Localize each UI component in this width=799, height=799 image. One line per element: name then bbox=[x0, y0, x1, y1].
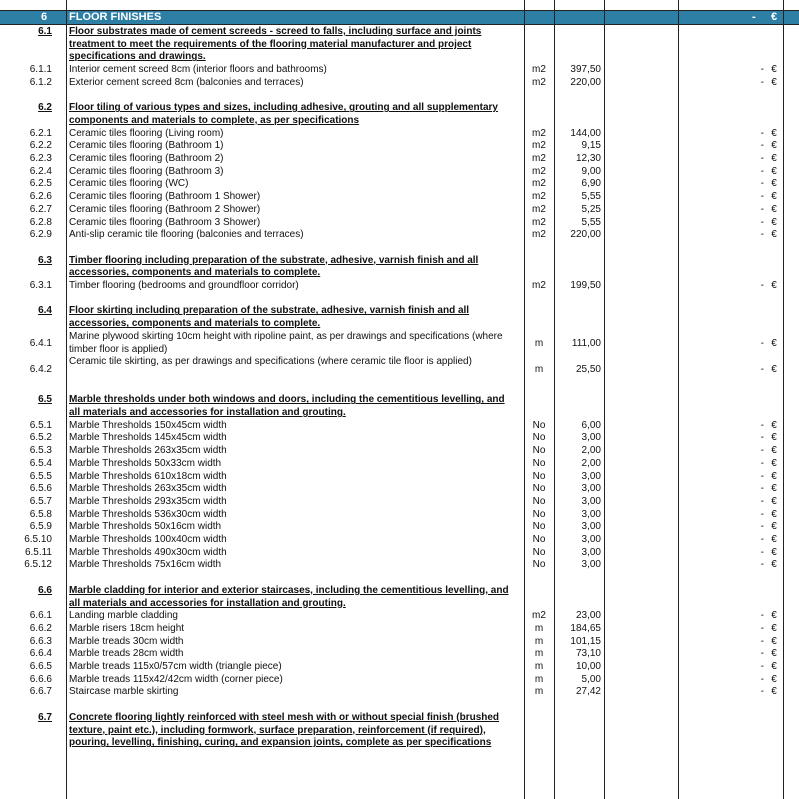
section-title-text: Floor substrates made of cement screeds - screed to falls, including surface and joints treatment to meet the requirements of the flooring material manufacturer and project specifications and drawings. bbox=[69, 26, 482, 63]
item-currency: € bbox=[771, 363, 777, 375]
item-unit: No bbox=[532, 483, 546, 495]
section-title-text: Marble thresholds under both windows and doors, including the cementitious levelling, and all materials and accessories for installation and grouting. bbox=[69, 394, 505, 418]
item-unit: m bbox=[534, 661, 544, 672]
item-description: Marble treads 115x0/57cm width (triangle piece) bbox=[69, 661, 282, 672]
table-row bbox=[0, 77, 799, 90]
section-code: 6.1 bbox=[38, 26, 52, 37]
item-currency: € bbox=[771, 216, 777, 228]
item-code: 6.2.9 bbox=[29, 229, 52, 241]
item-unit: m2 bbox=[532, 610, 546, 622]
item-code: 6.6.7 bbox=[29, 686, 52, 698]
item-description: Marble Thresholds 75x16cm width bbox=[69, 559, 222, 571]
item-total: - bbox=[760, 521, 764, 533]
section-title-text: Concrete flooring lightly reinforced with steel mesh with or without special finish (brushed texture, paint etc.), including formwork, surface preparation, reinforcement (if required), pouring, levelling, finishing, curing, and expansion joints, complete as per specifications bbox=[69, 711, 500, 749]
item-currency: € bbox=[771, 229, 777, 241]
item-quantity: 5,55 bbox=[581, 191, 601, 203]
table-row bbox=[0, 521, 799, 534]
table-row bbox=[0, 686, 799, 699]
item-quantity: 3,00 bbox=[581, 546, 601, 558]
item-description: Marble Thresholds 150x45cm width bbox=[69, 419, 227, 431]
item-code: 6.2.4 bbox=[29, 165, 52, 177]
item-quantity: 5,00 bbox=[581, 673, 601, 685]
item-code: 6.5.5 bbox=[29, 470, 52, 482]
item-unit: m2 bbox=[532, 191, 546, 203]
item-currency: € bbox=[771, 648, 777, 660]
item-total: - bbox=[760, 419, 764, 431]
section-title-text: Floor skirting including preparation of the substrate, adhesive, varnish finish and all accessories, components and materials to complete. bbox=[69, 305, 470, 330]
item-total: - bbox=[760, 127, 764, 139]
section-heading-row bbox=[0, 394, 799, 419]
section-currency: € bbox=[770, 11, 778, 23]
item-code: 6.4.1 bbox=[29, 338, 52, 350]
item-quantity: 10,00 bbox=[575, 661, 601, 672]
item-code: 6.6.6 bbox=[29, 673, 52, 685]
item-total: - bbox=[760, 686, 764, 698]
item-currency: € bbox=[771, 470, 777, 482]
section-heading-row bbox=[0, 305, 799, 330]
item-code: 6.2.7 bbox=[29, 203, 52, 215]
item-quantity: 2,00 bbox=[581, 445, 601, 457]
section-code: 6.3 bbox=[38, 254, 52, 266]
item-quantity: 199,50 bbox=[570, 280, 601, 291]
item-total: - bbox=[760, 178, 764, 190]
item-description: Ceramic tiles flooring (WC) bbox=[69, 178, 189, 190]
item-quantity: 3,00 bbox=[581, 495, 601, 507]
item-description: Ceramic tiles flooring (Bathroom 3) bbox=[69, 165, 224, 177]
item-quantity: 25,50 bbox=[575, 363, 601, 375]
item-unit: m bbox=[534, 673, 544, 685]
section-heading-row bbox=[0, 585, 799, 610]
item-currency: € bbox=[771, 495, 777, 507]
table-row bbox=[0, 280, 799, 293]
item-quantity: 5,25 bbox=[581, 203, 601, 215]
item-quantity: 397,50 bbox=[570, 64, 601, 76]
item-description: Marble Thresholds 100x40cm width bbox=[69, 534, 227, 545]
item-code: 6.6.3 bbox=[29, 635, 52, 647]
item-unit: m2 bbox=[532, 280, 546, 291]
item-description: Marble treads 115x42/42cm width (corner piece) bbox=[69, 673, 283, 685]
item-currency: € bbox=[771, 338, 777, 350]
section-heading-row bbox=[0, 26, 799, 64]
item-total: - bbox=[760, 534, 764, 545]
item-unit: No bbox=[532, 508, 546, 520]
item-currency: € bbox=[771, 127, 777, 139]
section-title: FLOOR FINISHES bbox=[69, 11, 162, 23]
item-unit: No bbox=[532, 470, 546, 482]
table-row bbox=[0, 420, 799, 433]
item-code: 6.6.2 bbox=[29, 622, 52, 634]
col-divider-1 bbox=[66, 0, 67, 799]
item-unit: No bbox=[532, 432, 546, 444]
item-currency: € bbox=[771, 521, 777, 533]
item-currency: € bbox=[771, 508, 777, 520]
item-currency: € bbox=[771, 559, 777, 571]
item-total: - bbox=[760, 432, 764, 444]
table-row bbox=[0, 509, 799, 522]
item-quantity: 6,00 bbox=[581, 419, 601, 431]
item-total: - bbox=[760, 546, 764, 558]
table-row bbox=[0, 331, 799, 356]
item-code: 6.2.3 bbox=[29, 153, 52, 164]
item-code: 6.5.1 bbox=[29, 419, 52, 431]
item-code: 6.6.4 bbox=[29, 648, 52, 660]
item-currency: € bbox=[771, 546, 777, 558]
item-description: Marble Thresholds 263x35cm width bbox=[69, 445, 227, 457]
col-divider-2 bbox=[524, 0, 525, 799]
item-description: Marble Thresholds 263x35cm width bbox=[69, 483, 227, 495]
item-description: Marble Thresholds 536x30cm width bbox=[69, 508, 227, 520]
item-unit: No bbox=[532, 495, 546, 507]
item-description: Landing marble cladding bbox=[69, 610, 178, 622]
item-quantity: 23,00 bbox=[575, 610, 601, 622]
item-unit: No bbox=[532, 521, 546, 533]
item-quantity: 3,00 bbox=[581, 508, 601, 520]
item-code: 6.5.7 bbox=[29, 495, 52, 507]
item-description: Marble Thresholds 50x16cm width bbox=[69, 521, 222, 533]
item-description: Marble Thresholds 50x33cm width bbox=[69, 457, 222, 469]
table-row bbox=[0, 534, 799, 547]
item-total: - bbox=[760, 470, 764, 482]
item-total: - bbox=[760, 64, 764, 76]
item-unit: No bbox=[532, 457, 546, 469]
item-code: 6.2.2 bbox=[29, 140, 52, 152]
item-description: Marble Thresholds 610x18cm width bbox=[69, 470, 227, 482]
item-quantity: 3,00 bbox=[581, 483, 601, 495]
item-quantity: 12,30 bbox=[575, 153, 601, 164]
item-total: - bbox=[760, 635, 764, 647]
item-code: 6.6.5 bbox=[29, 661, 52, 672]
item-description: Ceramic tiles flooring (Living room) bbox=[69, 127, 224, 139]
section-title-text: Floor tiling of various types and sizes, including adhesive, grouting and all supplementary components and materials to complete, as per specifications bbox=[69, 102, 498, 126]
item-description: Timber flooring (bedrooms and groundfloor corridor) bbox=[69, 280, 299, 291]
item-code: 6.2.5 bbox=[29, 178, 52, 190]
item-code: 6.5.2 bbox=[29, 432, 52, 444]
item-description: Ceramic tiles flooring (Bathroom 2) bbox=[69, 153, 224, 164]
item-code: 6.1.2 bbox=[29, 76, 52, 88]
item-description: Marble risers 18cm height bbox=[69, 622, 185, 634]
item-currency: € bbox=[771, 165, 777, 177]
item-currency: € bbox=[771, 610, 777, 622]
item-currency: € bbox=[771, 140, 777, 152]
item-quantity: 2,00 bbox=[581, 457, 601, 469]
item-unit: m2 bbox=[532, 140, 546, 152]
item-unit: m2 bbox=[532, 76, 546, 88]
item-unit: m2 bbox=[532, 216, 546, 228]
item-code: 6.5.8 bbox=[29, 508, 52, 520]
table-row bbox=[0, 153, 799, 166]
item-currency: € bbox=[771, 673, 777, 685]
section-code: 6.2 bbox=[38, 102, 52, 114]
table-row bbox=[0, 496, 799, 509]
section-heading-row bbox=[0, 255, 799, 280]
item-currency: € bbox=[771, 686, 777, 698]
item-unit: m2 bbox=[532, 64, 546, 76]
table-row bbox=[0, 204, 799, 217]
item-currency: € bbox=[771, 280, 777, 291]
item-code: 6.5.10 bbox=[24, 534, 52, 545]
item-description: Marble treads 28cm width bbox=[69, 648, 184, 660]
item-code: 6.5.11 bbox=[24, 546, 52, 558]
table-row bbox=[0, 178, 799, 191]
table-row bbox=[0, 636, 799, 649]
item-quantity: 27,42 bbox=[575, 686, 601, 698]
item-currency: € bbox=[771, 178, 777, 190]
item-description: Ceramic tiles flooring (Bathroom 1) bbox=[69, 140, 224, 152]
item-quantity: 9,15 bbox=[581, 140, 601, 152]
item-total: - bbox=[760, 229, 764, 241]
item-currency: € bbox=[771, 483, 777, 495]
item-unit: m bbox=[534, 648, 544, 660]
item-description: Anti-slip ceramic tile flooring (balconies and terraces) bbox=[69, 229, 304, 241]
item-code: 6.5.3 bbox=[29, 445, 52, 457]
table-row bbox=[0, 128, 799, 141]
section-heading-row bbox=[0, 102, 799, 127]
item-total: - bbox=[760, 483, 764, 495]
table-row bbox=[0, 140, 799, 153]
item-description: Marble Thresholds 145x45cm width bbox=[69, 432, 227, 444]
item-total: - bbox=[760, 216, 764, 228]
item-unit: m bbox=[534, 686, 544, 698]
item-currency: € bbox=[771, 635, 777, 647]
section-code: 6.4 bbox=[38, 305, 52, 317]
item-unit: No bbox=[532, 546, 546, 558]
item-unit: m2 bbox=[532, 165, 546, 177]
item-code: 6.5.12 bbox=[24, 559, 52, 571]
item-total: - bbox=[760, 140, 764, 152]
item-unit: m bbox=[534, 363, 544, 375]
table-row bbox=[0, 458, 799, 471]
item-total: - bbox=[760, 363, 764, 375]
item-quantity: 111,00 bbox=[571, 338, 601, 350]
item-description: Marble Thresholds 293x35cm width bbox=[69, 495, 227, 507]
item-description: Exterior cement screed 8cm (balconies and terraces) bbox=[69, 76, 304, 88]
table-row bbox=[0, 432, 799, 445]
item-description: Marble treads 30cm width bbox=[69, 635, 184, 647]
item-total: - bbox=[760, 673, 764, 685]
item-unit: No bbox=[532, 445, 546, 457]
item-quantity: 220,00 bbox=[570, 76, 601, 88]
table-row bbox=[0, 648, 799, 661]
item-currency: € bbox=[771, 534, 777, 545]
item-description: Marine plywood skirting 10cm height with ripoline paint, as per drawings and specifications (where timber floor is applied) bbox=[69, 330, 503, 355]
item-total: - bbox=[760, 622, 764, 634]
item-total: - bbox=[760, 165, 764, 177]
item-currency: € bbox=[771, 153, 777, 164]
item-code: 6.4.2 bbox=[29, 363, 52, 375]
item-total: - bbox=[760, 610, 764, 622]
item-unit: m2 bbox=[532, 153, 546, 164]
item-code: 6.3.1 bbox=[29, 280, 52, 291]
item-unit: No bbox=[532, 534, 546, 545]
item-code: 6.2.1 bbox=[29, 127, 52, 139]
item-unit: m bbox=[534, 622, 544, 634]
col-divider-5 bbox=[678, 0, 679, 799]
col-divider-3 bbox=[554, 0, 555, 799]
item-currency: € bbox=[771, 203, 777, 215]
col-divider-4 bbox=[604, 0, 605, 799]
item-code: 6.1.1 bbox=[29, 64, 52, 76]
table-row bbox=[0, 559, 799, 572]
section-title-text: Marble cladding for interior and exterior staircases, including the cementitious levelling, and all materials and accessories for installation and grouting. bbox=[69, 584, 509, 609]
table-row bbox=[0, 64, 799, 77]
item-quantity: 184,65 bbox=[570, 622, 601, 634]
item-total: - bbox=[760, 661, 764, 672]
item-unit: m bbox=[534, 635, 544, 647]
table-row bbox=[0, 229, 799, 242]
table-row bbox=[0, 217, 799, 230]
item-total: - bbox=[760, 648, 764, 660]
section-code: 6.7 bbox=[38, 711, 52, 723]
item-code: 6.6.1 bbox=[29, 610, 52, 622]
table-row bbox=[0, 191, 799, 204]
table-row bbox=[0, 483, 799, 496]
item-quantity: 3,00 bbox=[581, 432, 601, 444]
item-quantity: 3,00 bbox=[581, 534, 601, 545]
item-currency: € bbox=[771, 661, 777, 672]
item-currency: € bbox=[771, 457, 777, 469]
section-code: 6.6 bbox=[38, 584, 52, 596]
item-description: Marble Thresholds 490x30cm width bbox=[69, 546, 227, 558]
item-quantity: 5,55 bbox=[581, 216, 601, 228]
item-unit: No bbox=[532, 559, 546, 571]
item-total: - bbox=[760, 76, 764, 88]
table-row bbox=[0, 610, 799, 623]
section-total-dash: - bbox=[752, 11, 756, 23]
section-title-text: Timber flooring including preparation of the substrate, adhesive, varnish finish and all accessories, components and materials to complete. bbox=[69, 254, 479, 279]
item-code: 6.2.6 bbox=[29, 191, 52, 203]
col-divider-6 bbox=[783, 0, 784, 799]
item-total: - bbox=[760, 445, 764, 457]
section-heading-row bbox=[0, 712, 799, 763]
item-unit: m2 bbox=[532, 178, 546, 190]
item-total: - bbox=[760, 338, 764, 350]
item-quantity: 101,15 bbox=[570, 635, 601, 647]
item-description: Ceramic tiles flooring (Bathroom 3 Shower) bbox=[69, 216, 261, 228]
item-code: 6.5.4 bbox=[29, 457, 52, 469]
item-unit: m2 bbox=[532, 229, 546, 241]
item-code: 6.5.6 bbox=[29, 483, 52, 495]
item-quantity: 6,90 bbox=[581, 178, 601, 190]
item-currency: € bbox=[771, 622, 777, 634]
item-total: - bbox=[760, 559, 764, 571]
item-unit: m2 bbox=[532, 127, 546, 139]
item-total: - bbox=[760, 508, 764, 520]
item-total: - bbox=[760, 280, 764, 291]
table-row bbox=[0, 471, 799, 484]
table-row bbox=[0, 166, 799, 179]
item-quantity: 9,00 bbox=[581, 165, 601, 177]
item-description: Staircase marble skirting bbox=[69, 686, 179, 698]
item-quantity: 144,00 bbox=[570, 127, 601, 139]
item-total: - bbox=[760, 495, 764, 507]
item-currency: € bbox=[771, 445, 777, 457]
item-description: Ceramic tiles flooring (Bathroom 2 Shower) bbox=[69, 203, 261, 215]
section-header bbox=[0, 10, 799, 25]
item-total: - bbox=[760, 153, 764, 164]
item-quantity: 73,10 bbox=[575, 648, 601, 660]
section-number: 6 bbox=[40, 11, 48, 23]
item-total: - bbox=[760, 191, 764, 203]
item-currency: € bbox=[771, 432, 777, 444]
item-code: 6.5.9 bbox=[29, 521, 52, 533]
item-currency: € bbox=[771, 419, 777, 431]
section-code: 6.5 bbox=[38, 394, 52, 406]
table-row bbox=[0, 623, 799, 636]
item-description: Interior cement screed 8cm (interior floors and bathrooms) bbox=[69, 64, 327, 76]
item-unit: No bbox=[532, 419, 546, 431]
item-total: - bbox=[760, 457, 764, 469]
table-row bbox=[0, 674, 799, 687]
item-total: - bbox=[760, 203, 764, 215]
item-currency: € bbox=[771, 191, 777, 203]
item-unit: m2 bbox=[532, 203, 546, 215]
item-quantity: 3,00 bbox=[581, 559, 601, 571]
item-quantity: 220,00 bbox=[570, 229, 601, 241]
item-currency: € bbox=[771, 64, 777, 76]
item-unit: m bbox=[534, 338, 544, 350]
table-row bbox=[0, 445, 799, 458]
item-currency: € bbox=[771, 76, 777, 88]
table-row bbox=[0, 356, 799, 381]
item-quantity: 3,00 bbox=[581, 470, 601, 482]
table-row bbox=[0, 661, 799, 674]
item-description: Ceramic tiles flooring (Bathroom 1 Shower) bbox=[69, 191, 261, 203]
item-code: 6.2.8 bbox=[29, 216, 52, 228]
table-row bbox=[0, 547, 799, 560]
item-description: Ceramic tile skirting, as per drawings and specifications (where ceramic tile floor is applied) bbox=[69, 356, 472, 368]
item-quantity: 3,00 bbox=[581, 521, 601, 533]
